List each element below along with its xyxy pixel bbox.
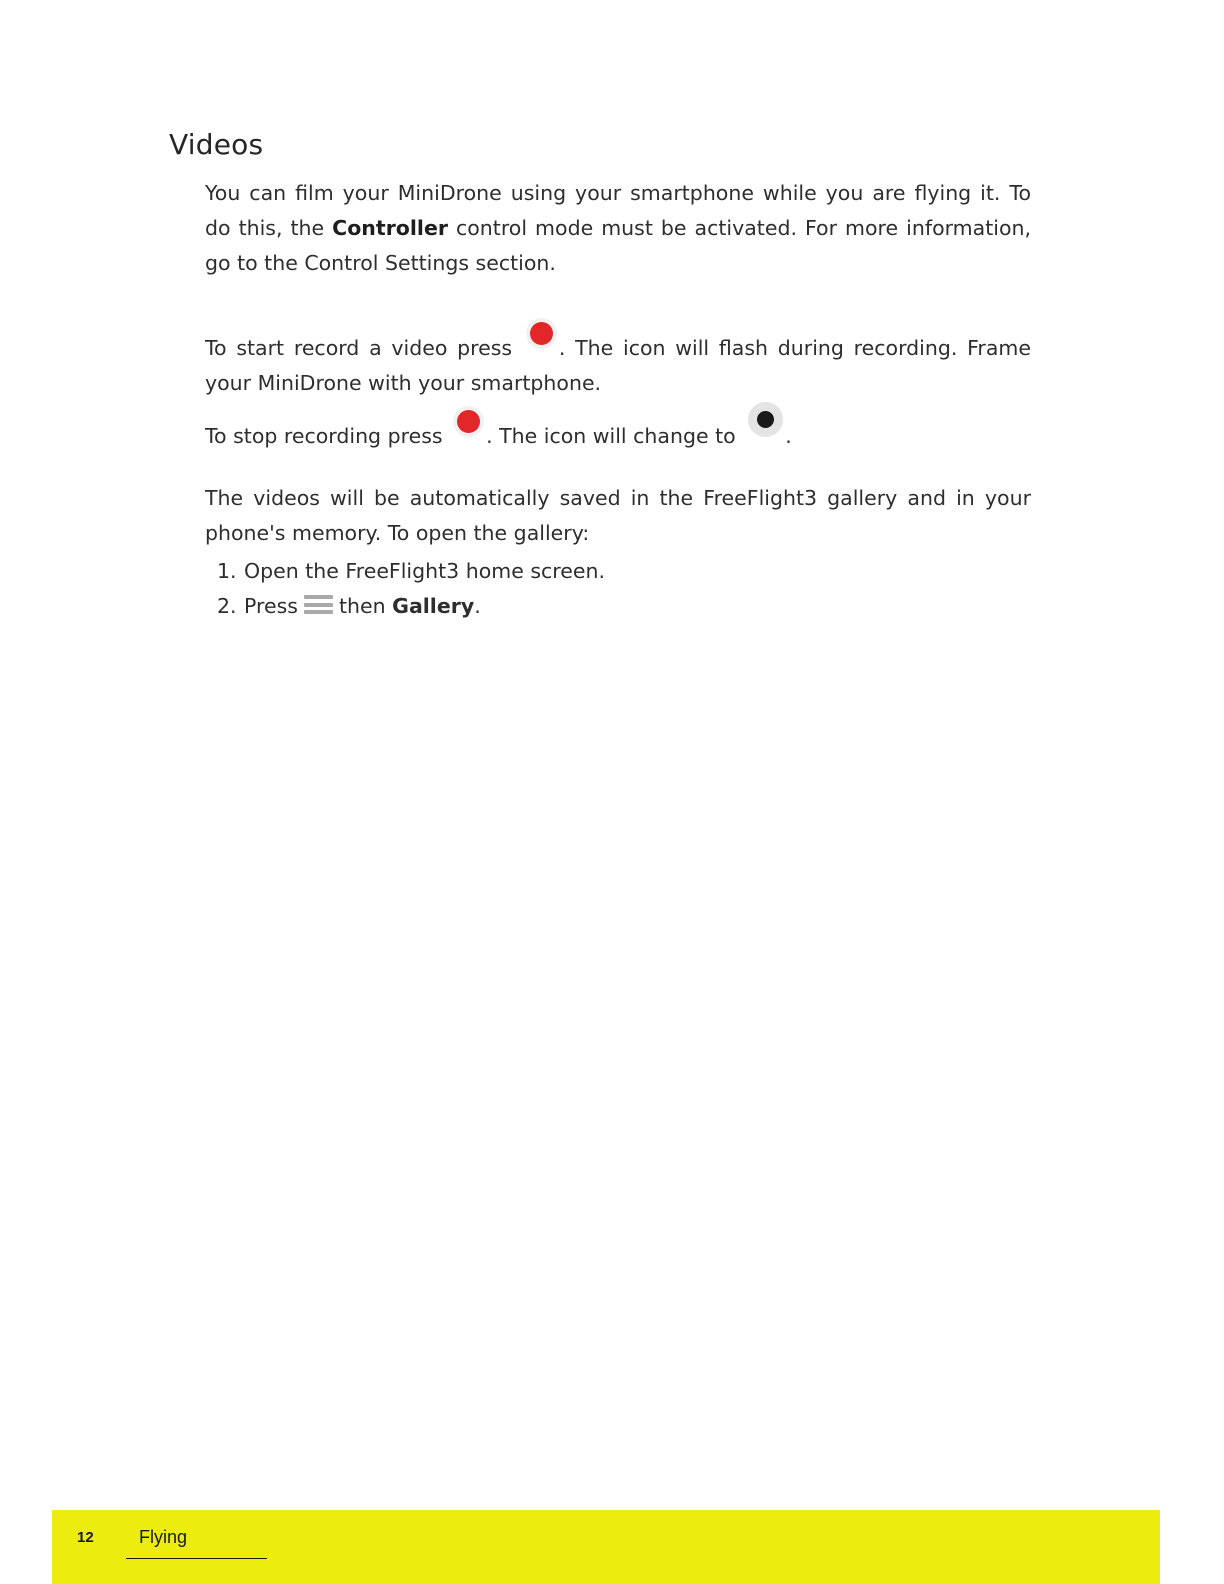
start-text: To start record a video press [205, 336, 522, 360]
start-text-end: . The icon will flash during recording. Frame your MiniDrone with your smartphone. [205, 336, 1031, 395]
step-text-middle: then [338, 594, 386, 618]
stopped-record-icon [748, 402, 783, 437]
gallery-paragraph: The videos will be automatically saved in the FreeFlight3 gallery and in your phone's memory. To open the gallery: [205, 486, 1031, 545]
page-footer [52, 1510, 1160, 1584]
step-text: Press [244, 594, 298, 618]
section-heading: Videos [169, 128, 264, 161]
stop-recording-paragraph [205, 410, 1031, 454]
record-icon [453, 406, 484, 437]
step-number: 1. [217, 559, 237, 583]
list-item [217, 589, 605, 624]
stop-text-end: . [785, 424, 792, 448]
menu-icon [304, 595, 333, 614]
controller-mode-label: Controller [332, 216, 448, 240]
intro-text-start: You can film your MiniDrone using your smartphone while you are flying it. To do this, the [205, 181, 1031, 240]
stop-text: To stop recording press [205, 424, 450, 448]
page-number: 12 [77, 1529, 94, 1546]
step-text: Open the FreeFlight3 home screen. [244, 559, 606, 583]
intro-text-end: control mode must be activated. For more information, go to the Control Settings section. [205, 216, 1031, 275]
step-text-end: . [474, 594, 481, 618]
record-icon [526, 318, 557, 349]
gallery-steps-list [217, 554, 605, 624]
start-recording-paragraph [205, 326, 1031, 401]
stop-text-middle: . The icon will change to [486, 424, 743, 448]
gallery-label: Gallery [392, 594, 475, 618]
footer-section-title: Flying [139, 1527, 188, 1547]
intro-paragraph [205, 176, 1031, 281]
step-number: 2. [217, 594, 237, 618]
list-item [217, 554, 605, 589]
footer-divider [126, 1558, 267, 1559]
